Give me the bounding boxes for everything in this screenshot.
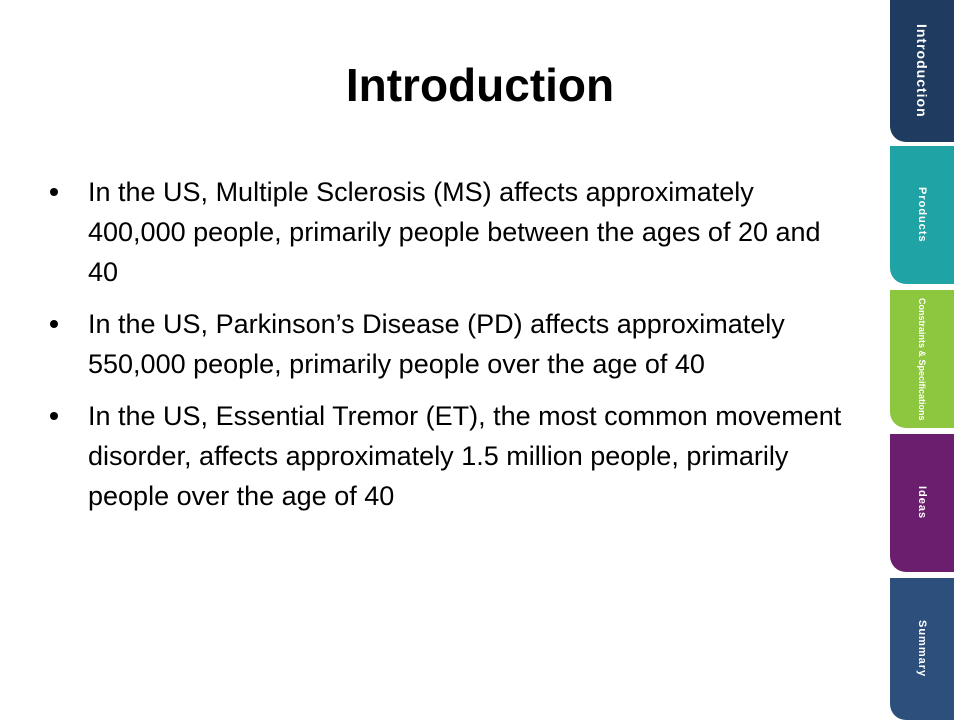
bullet-item: [50, 304, 850, 384]
slide-title: Introduction: [345, 59, 615, 111]
bullet-text: In the US, Parkinson’s Disease (PD) affects approximately 550,000 people, primarily people over the age of 40: [88, 309, 785, 379]
bullet-text: In the US, Essential Tremor (ET), the most common movement disorder, affects approximately 1.5 million people, primarily people over the age of 40: [88, 401, 842, 511]
tab-ideas[interactable]: [890, 434, 954, 572]
tab-products[interactable]: [890, 146, 954, 284]
tab-label: Introduction: [914, 24, 930, 118]
bullet-list: [50, 172, 850, 528]
bullet-item: [50, 396, 850, 516]
bullet-text: In the US, Multiple Sclerosis (MS) affects approximately 400,000 people, primarily people between the ages of 20 and 40: [88, 177, 821, 287]
tab-label: Products: [916, 187, 928, 243]
tab-label: Summary: [916, 620, 928, 678]
bullet-icon: [50, 412, 58, 420]
tab-constraints-specifications[interactable]: [890, 290, 954, 428]
section-tabs: [890, 0, 960, 720]
tab-introduction[interactable]: [890, 0, 954, 142]
bullet-icon: [50, 188, 58, 196]
tab-summary[interactable]: [890, 578, 954, 720]
bullet-icon: [50, 320, 58, 328]
tab-label: Constraints & Specifications: [917, 297, 927, 421]
tab-label: Ideas: [916, 486, 928, 520]
bullet-item: [50, 172, 850, 292]
